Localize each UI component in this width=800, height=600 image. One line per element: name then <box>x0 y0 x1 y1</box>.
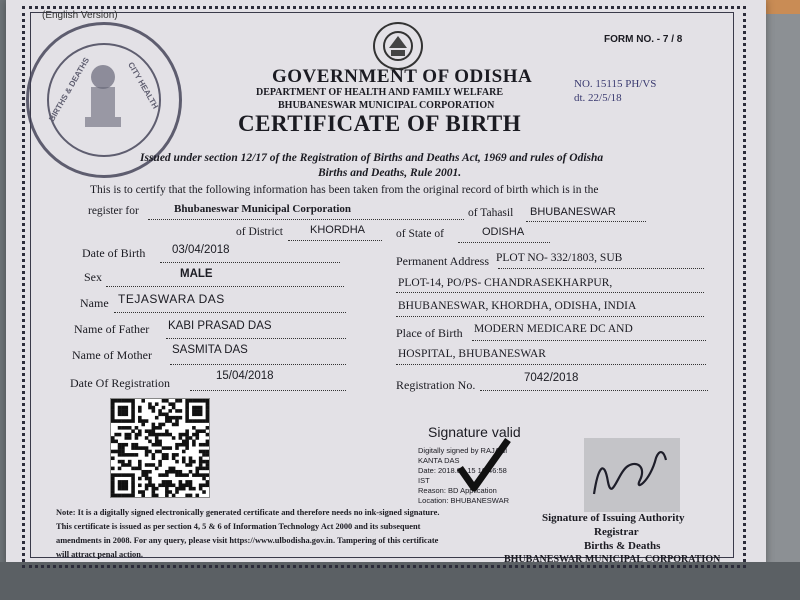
place-of-birth-rule1 <box>472 340 706 341</box>
note-line2: This certificate is issued as per section 4, 5 & 6 of Information Technology Act 2000 and its subsequent <box>56 522 421 531</box>
authority-line4: BHUBANESWAR MUNICIPAL CORPORATION <box>504 554 721 562</box>
state-value: ODISHA <box>482 226 525 238</box>
registration-date-value: 15/04/2018 <box>216 370 274 382</box>
tahasil-label: of Tahasil <box>468 207 514 219</box>
dob-line <box>160 262 340 263</box>
district-label: of District <box>236 226 283 238</box>
mother-name-value: SASMITA DAS <box>172 344 248 356</box>
mother-label: Name of Mother <box>72 348 152 362</box>
registration-number-line <box>480 390 708 391</box>
seal-text-right: CITY HEALTH <box>126 60 161 111</box>
dob-value: 03/04/2018 <box>172 244 230 256</box>
register-for-label: register for <box>88 205 139 217</box>
tahasil-value: BHUBANESWAR <box>530 206 616 218</box>
registration-number-label: Registration No. <box>396 378 476 392</box>
address-line1: PLOT NO- 332/1803, SUB <box>496 252 623 264</box>
district-value: KHORDHA <box>310 224 366 236</box>
authority-line3: Births & Deaths <box>584 540 661 552</box>
note-line3: amendments in 2008. For any query, please visit https://www.ulbodisha.gov.in. Tampering of this certificate <box>56 536 439 545</box>
place-of-birth-label: Place of Birth <box>396 326 463 340</box>
mother-line <box>170 364 346 365</box>
issued-under-line1: Issued under section 12/17 of the Registration of Births and Deaths Act, 1969 and rules of Odisha <box>140 152 604 164</box>
father-name-value: KABI PRASAD DAS <box>168 320 272 332</box>
child-name-value: TEJASWARA DAS <box>118 292 225 306</box>
dob-label: Date of Birth <box>82 246 146 260</box>
note-line4: will attract penal action. <box>56 550 143 559</box>
register-for-value: Bhubaneswar Municipal Corporation <box>174 203 352 215</box>
reference-number: NO. 15115 PH/VS <box>574 78 657 90</box>
qr-code <box>110 398 210 498</box>
corporation-name: BHUBANESWAR MUNICIPAL CORPORATION <box>278 100 495 111</box>
place-of-birth-rule2 <box>396 364 706 365</box>
state-line <box>458 242 550 243</box>
address-line1-rule <box>498 268 704 269</box>
signature-detail-6: Location: BHUBANESWAR <box>418 496 510 505</box>
name-line <box>114 312 346 313</box>
state-emblem-icon <box>373 22 423 70</box>
address-label: Permanent Address <box>396 254 489 268</box>
place-of-birth-line1: MODERN MEDICARE DC AND <box>474 323 633 335</box>
register-for-line <box>148 219 464 220</box>
name-label: Name <box>80 296 109 310</box>
father-label: Name of Father <box>74 322 150 336</box>
sex-line <box>106 286 344 287</box>
sex-label: Sex <box>84 270 102 284</box>
district-line <box>288 240 382 241</box>
form-number: FORM NO. - 7 / 8 <box>604 34 683 45</box>
signature-detail-3: Date: 2018.04.15 16:46:58 <box>418 466 507 475</box>
signature-detail-4: IST <box>418 476 430 485</box>
place-of-birth-line2: HOSPITAL, BHUBANESWAR <box>398 348 546 360</box>
authority-line1: Signature of Issuing Authority <box>542 512 685 524</box>
address-line3: BHUBANESWAR, KHORDHA, ODISHA, INDIA <box>398 300 637 312</box>
seal-text-left: BIRTHS & DEATHS <box>47 55 92 124</box>
department-name: DEPARTMENT OF HEALTH AND FAMILY WELFARE <box>256 87 503 98</box>
sex-value: MALE <box>180 268 213 280</box>
checkmark-icon <box>456 438 512 494</box>
signature-detail-2: KANTA DAS <box>418 456 460 465</box>
authority-line2: Registrar <box>594 526 639 538</box>
handwritten-signature-icon <box>584 438 680 512</box>
authority-signature-image <box>584 438 680 512</box>
state-label: of State of <box>396 228 444 240</box>
signature-detail-1: Digitally signed by RAJANI <box>418 446 508 455</box>
government-title: GOVERNMENT OF ODISHA <box>272 66 533 87</box>
father-line <box>166 338 346 339</box>
registration-date-line <box>190 390 346 391</box>
note-line1: Note: It is a digitally signed electronically generated certificate and therefore needs no ink-signed signature. <box>56 508 440 517</box>
signature-valid-text: Signature valid <box>428 424 521 440</box>
registration-number-value: 7042/2018 <box>524 372 579 384</box>
qr-code-icon <box>111 399 209 497</box>
issued-under-line2: Births and Deaths, Rule 2001. <box>318 167 462 179</box>
signature-detail-5: Reason: BD Application <box>418 486 497 495</box>
edition-label: (English Version) <box>42 10 118 21</box>
certify-statement: This is to certify that the following information has been taken from the original record of birth which is in the <box>90 184 599 196</box>
address-line2-rule <box>396 292 704 293</box>
certificate-title: CERTIFICATE OF BIRTH <box>238 111 522 136</box>
address-line3-rule <box>396 316 704 317</box>
tahasil-line <box>526 221 646 222</box>
registration-date-label: Date Of Registration <box>70 376 170 390</box>
reference-date: dt. 22/5/18 <box>574 92 622 104</box>
address-line2: PLOT-14, PO/PS- CHANDRASEKHARPUR, <box>398 277 613 289</box>
